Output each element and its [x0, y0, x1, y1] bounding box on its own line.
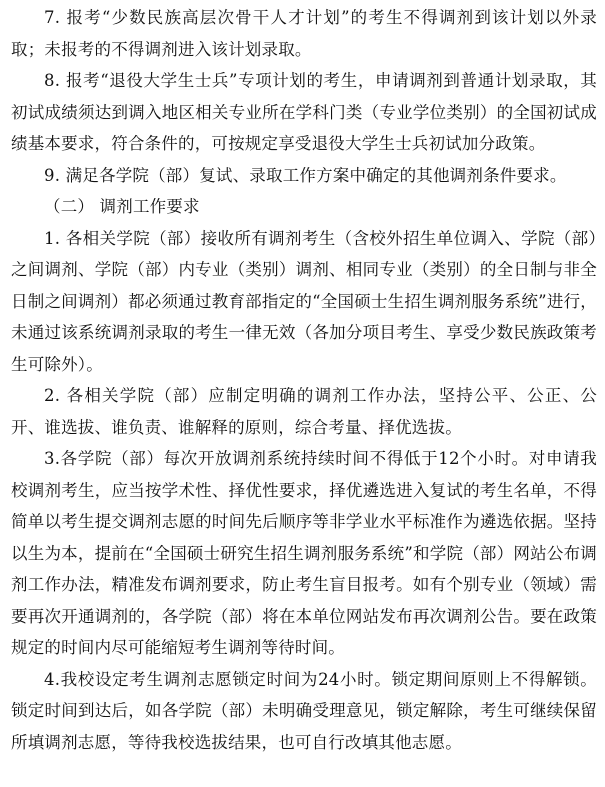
requirement-1: 1. 各相关学院（部）接收所有调剂考生（含校外招生单位调入、学院（部）之间调剂、学院（部）内专业（类别）调剂、相同专业（类别）的全日制与非全日制之间调剂）都必须通过教育部指定的“全国硕士生招生调剂服务系统”进行，未通过该系统调剂录取的考生一律无效（各加分项目考生、享受少数民族政策考生可除外）。	[11, 228, 597, 374]
requirement-2: 2. 各相关学院（部）应制定明确的调剂工作办法，坚持公平、公正、公开、谁选拔、谁负责、谁解释的原则，综合考量、择优选拔。	[11, 386, 597, 437]
paragraph-8: 8. 报考“退役大学生士兵”专项计划的考生，申请调剂到普通计划录取，其初试成绩须达到调入地区相关专业所在学科门类（专业学位类别）的全国初试成绩基本要求，符合条件的，可按规定享受退役大学生士兵初试加分政策。	[11, 71, 597, 153]
requirement-4: 4.我校设定考生调剂志愿锁定时间为24小时。锁定期间原则上不得解锁。锁定时间到达后，如各学院（部）未明确受理意见，锁定解除，考生可继续保留所填调剂志愿，等待我校选拔结果，也可自行改填其他志愿。	[11, 669, 597, 752]
paragraph-7: 7. 报考“少数民族高层次骨干人才计划”的考生不得调剂到该计划以外录取；未报考的不得调剂进入该计划录取。	[11, 8, 597, 59]
paragraph-9: 9. 满足各学院（部）复试、录取工作方案中确定的其他调剂条件要求。	[44, 165, 567, 185]
requirement-3: 3.各学院（部）每次开放调剂系统持续时间不得低于12个小时。对申请我校调剂考生，应当按学术性、择优性要求，择优遴选进入复试的考生名单，不得简单以考生提交调剂志愿的时间先后顺序等非学业水平标准作为遴选依据。坚持以生为本，提前在“全国硕士研究生招生调剂服务系统”和学院（部）网站公布调剂工作办法，精准发布调剂要求，防止考生盲目报考。如有个别专业（领域）需要再次开通调剂的，各学院（部）将在本单位网站发布再次调剂公告。要在政策规定的时间内尽可能缩短考生调剂等待时间。	[11, 449, 597, 657]
section-heading: （二） 调剂工作要求	[44, 197, 200, 216]
